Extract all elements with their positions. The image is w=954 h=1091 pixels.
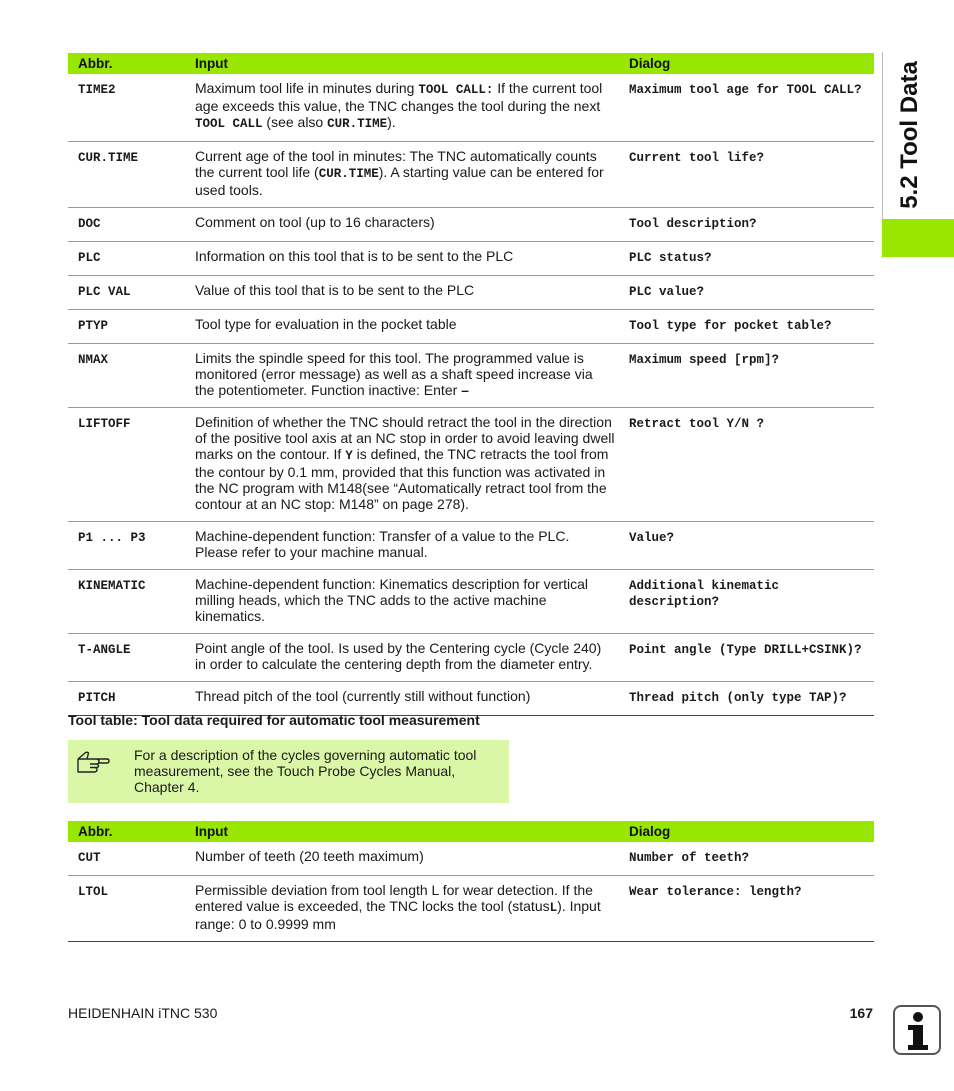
table-header-row <box>68 821 874 842</box>
input-text-segment: Value of this tool that is to be sent to the PLC <box>195 282 475 298</box>
abbr-cell: T-ANGLE <box>68 634 185 682</box>
input-text-segment: – <box>461 382 469 398</box>
dialog-cell: PLC value? <box>619 276 874 310</box>
input-text-segment: (see also <box>262 114 328 130</box>
input-text-segment: If the current tool age exceeds this value, the TNC changes the tool during the next <box>195 80 603 114</box>
table-header-row <box>68 53 874 74</box>
table-row <box>68 142 874 208</box>
input-text-segment: Number of teeth (20 teeth maximum) <box>195 848 424 864</box>
abbr-cell: P1 ... P3 <box>68 522 185 570</box>
page-number: 167 <box>849 1005 873 1021</box>
table-row <box>68 634 874 682</box>
input-cell <box>185 876 619 942</box>
input-cell <box>185 74 619 142</box>
dialog-cell: Value? <box>619 522 874 570</box>
header-input: Input <box>185 53 619 74</box>
header-input: Input <box>185 821 619 842</box>
dialog-cell: Wear tolerance: length? <box>619 876 874 942</box>
input-text-segment: is defined, the TNC retracts the tool from the contour by 0.1 mm, provided that this function was activated in the NC program with M148(see “Automatically retract tool from the contour at an NC stop: M148” on page 278). <box>195 446 609 512</box>
abbr-cell: PLC <box>68 242 185 276</box>
pointing-hand-icon <box>76 750 110 776</box>
abbr-cell: DOC <box>68 208 185 242</box>
dialog-cell: Tool description? <box>619 208 874 242</box>
input-text-segment: Permissible deviation from tool length L for wear detection. If the entered value is exceeded, the TNC locks the tool (status <box>195 882 593 914</box>
table-row <box>68 242 874 276</box>
input-cell <box>185 570 619 634</box>
dialog-cell: Number of teeth? <box>619 842 874 876</box>
abbr-cell: NMAX <box>68 344 185 408</box>
input-text-segment: Y <box>345 449 353 463</box>
input-text-segment: Thread pitch of the tool (currently still without function) <box>195 688 531 704</box>
chapter-tab-marker <box>882 219 954 257</box>
abbr-cell: LTOL <box>68 876 185 942</box>
table-row <box>68 208 874 242</box>
input-cell <box>185 276 619 310</box>
input-text-segment: Definition of whether the TNC should retract the tool in the direction of the positive tool axis at an NC stop in order to avoid leaving dwell marks on the contour. If <box>195 414 615 462</box>
input-cell <box>185 682 619 716</box>
table-row <box>68 74 874 142</box>
input-cell <box>185 310 619 344</box>
header-abbr: Abbr. <box>68 53 185 74</box>
abbr-cell: TIME2 <box>68 74 185 142</box>
input-text-segment: L <box>549 901 558 915</box>
table-row <box>68 408 874 522</box>
chapter-side-title: 5.2 Tool Data <box>896 61 923 209</box>
input-cell <box>185 208 619 242</box>
header-dialog: Dialog <box>619 821 874 842</box>
abbr-cell: PTYP <box>68 310 185 344</box>
input-cell <box>185 344 619 408</box>
input-text-segment: Point angle of the tool. Is used by the Centering cycle (Cycle 240) in order to calculate the centering depth from the diameter entry. <box>195 640 602 672</box>
input-cell <box>185 242 619 276</box>
abbr-cell: PITCH <box>68 682 185 716</box>
header-dialog: Dialog <box>619 53 874 74</box>
input-text-segment: Maximum tool life in minutes during <box>195 80 419 96</box>
table-row <box>68 310 874 344</box>
dialog-cell: Maximum speed [rpm]? <box>619 344 874 408</box>
input-text-segment: Tool type for evaluation in the pocket table <box>195 316 457 332</box>
dialog-cell: Retract tool Y/N ? <box>619 408 874 522</box>
input-text-segment: TOOL CALL: <box>418 83 494 97</box>
input-cell <box>185 408 619 522</box>
dialog-cell: Point angle (Type DRILL+CSINK)? <box>619 634 874 682</box>
input-cell <box>185 842 619 876</box>
table-row <box>68 344 874 408</box>
section-subheading: Tool table: Tool data required for automatic tool measurement <box>68 712 480 728</box>
dialog-cell: PLC status? <box>619 242 874 276</box>
input-text-segment: ). Input range: 0 to 0.9999 mm <box>195 898 601 932</box>
dialog-cell: Current tool life? <box>619 142 874 208</box>
input-text-segment: Information on this tool that is to be sent to the PLC <box>195 248 514 264</box>
abbr-cell: CUR.TIME <box>68 142 185 208</box>
info-glyph <box>895 1007 939 1053</box>
table-row <box>68 522 874 570</box>
abbr-cell: CUT <box>68 842 185 876</box>
info-icon <box>893 1005 941 1055</box>
input-text-segment: ). A starting value can be entered for used tools. <box>195 164 604 198</box>
input-text-segment: CUR.TIME <box>318 167 379 181</box>
input-text-segment: ). <box>387 114 396 130</box>
footer-manual-name: HEIDENHAIN iTNC 530 <box>68 1005 218 1021</box>
table-row <box>68 276 874 310</box>
tool-measurement-table <box>68 821 874 942</box>
abbr-cell: LIFTOFF <box>68 408 185 522</box>
input-text-segment: Limits the spindle speed for this tool. The programmed value is monitored (error message) as well as a shaft speed increase via the potentiometer. Function inactive: Enter <box>195 350 593 398</box>
input-text-segment: TOOL CALL <box>195 117 263 131</box>
input-cell <box>185 142 619 208</box>
abbr-cell: KINEMATIC <box>68 570 185 634</box>
abbr-cell: PLC VAL <box>68 276 185 310</box>
note-text: For a description of the cycles governing automatic tool measurement, see the Touch Probe Cycles Manual, Chapter 4. <box>134 747 477 795</box>
table-row <box>68 876 874 942</box>
dialog-cell: Additional kinematic description? <box>619 570 874 634</box>
dialog-cell: Maximum tool age for TOOL CALL? <box>619 74 874 142</box>
tool-measurement-table-body <box>68 842 874 942</box>
tool-data-table-body <box>68 74 874 716</box>
tool-data-table <box>68 53 874 716</box>
table-row <box>68 570 874 634</box>
input-text-segment: Current age of the tool in minutes: The TNC automatically counts the current tool life ( <box>195 148 597 180</box>
header-abbr: Abbr. <box>68 821 185 842</box>
dialog-cell: Tool type for pocket table? <box>619 310 874 344</box>
input-text-segment: Comment on tool (up to 16 characters) <box>195 214 435 230</box>
input-text-segment: Machine-dependent function: Transfer of a value to the PLC. Please refer to your machine manual. <box>195 528 570 560</box>
table-row <box>68 842 874 876</box>
input-text-segment: CUR.TIME <box>327 117 388 131</box>
input-cell <box>185 522 619 570</box>
table-row <box>68 682 874 716</box>
input-text-segment: Machine-dependent function: Kinematics description for vertical milling heads, which the TNC adds to the active machine kinematics. <box>195 576 588 624</box>
input-cell <box>185 634 619 682</box>
note-box <box>68 740 509 803</box>
dialog-cell: Thread pitch (only type TAP)? <box>619 682 874 716</box>
